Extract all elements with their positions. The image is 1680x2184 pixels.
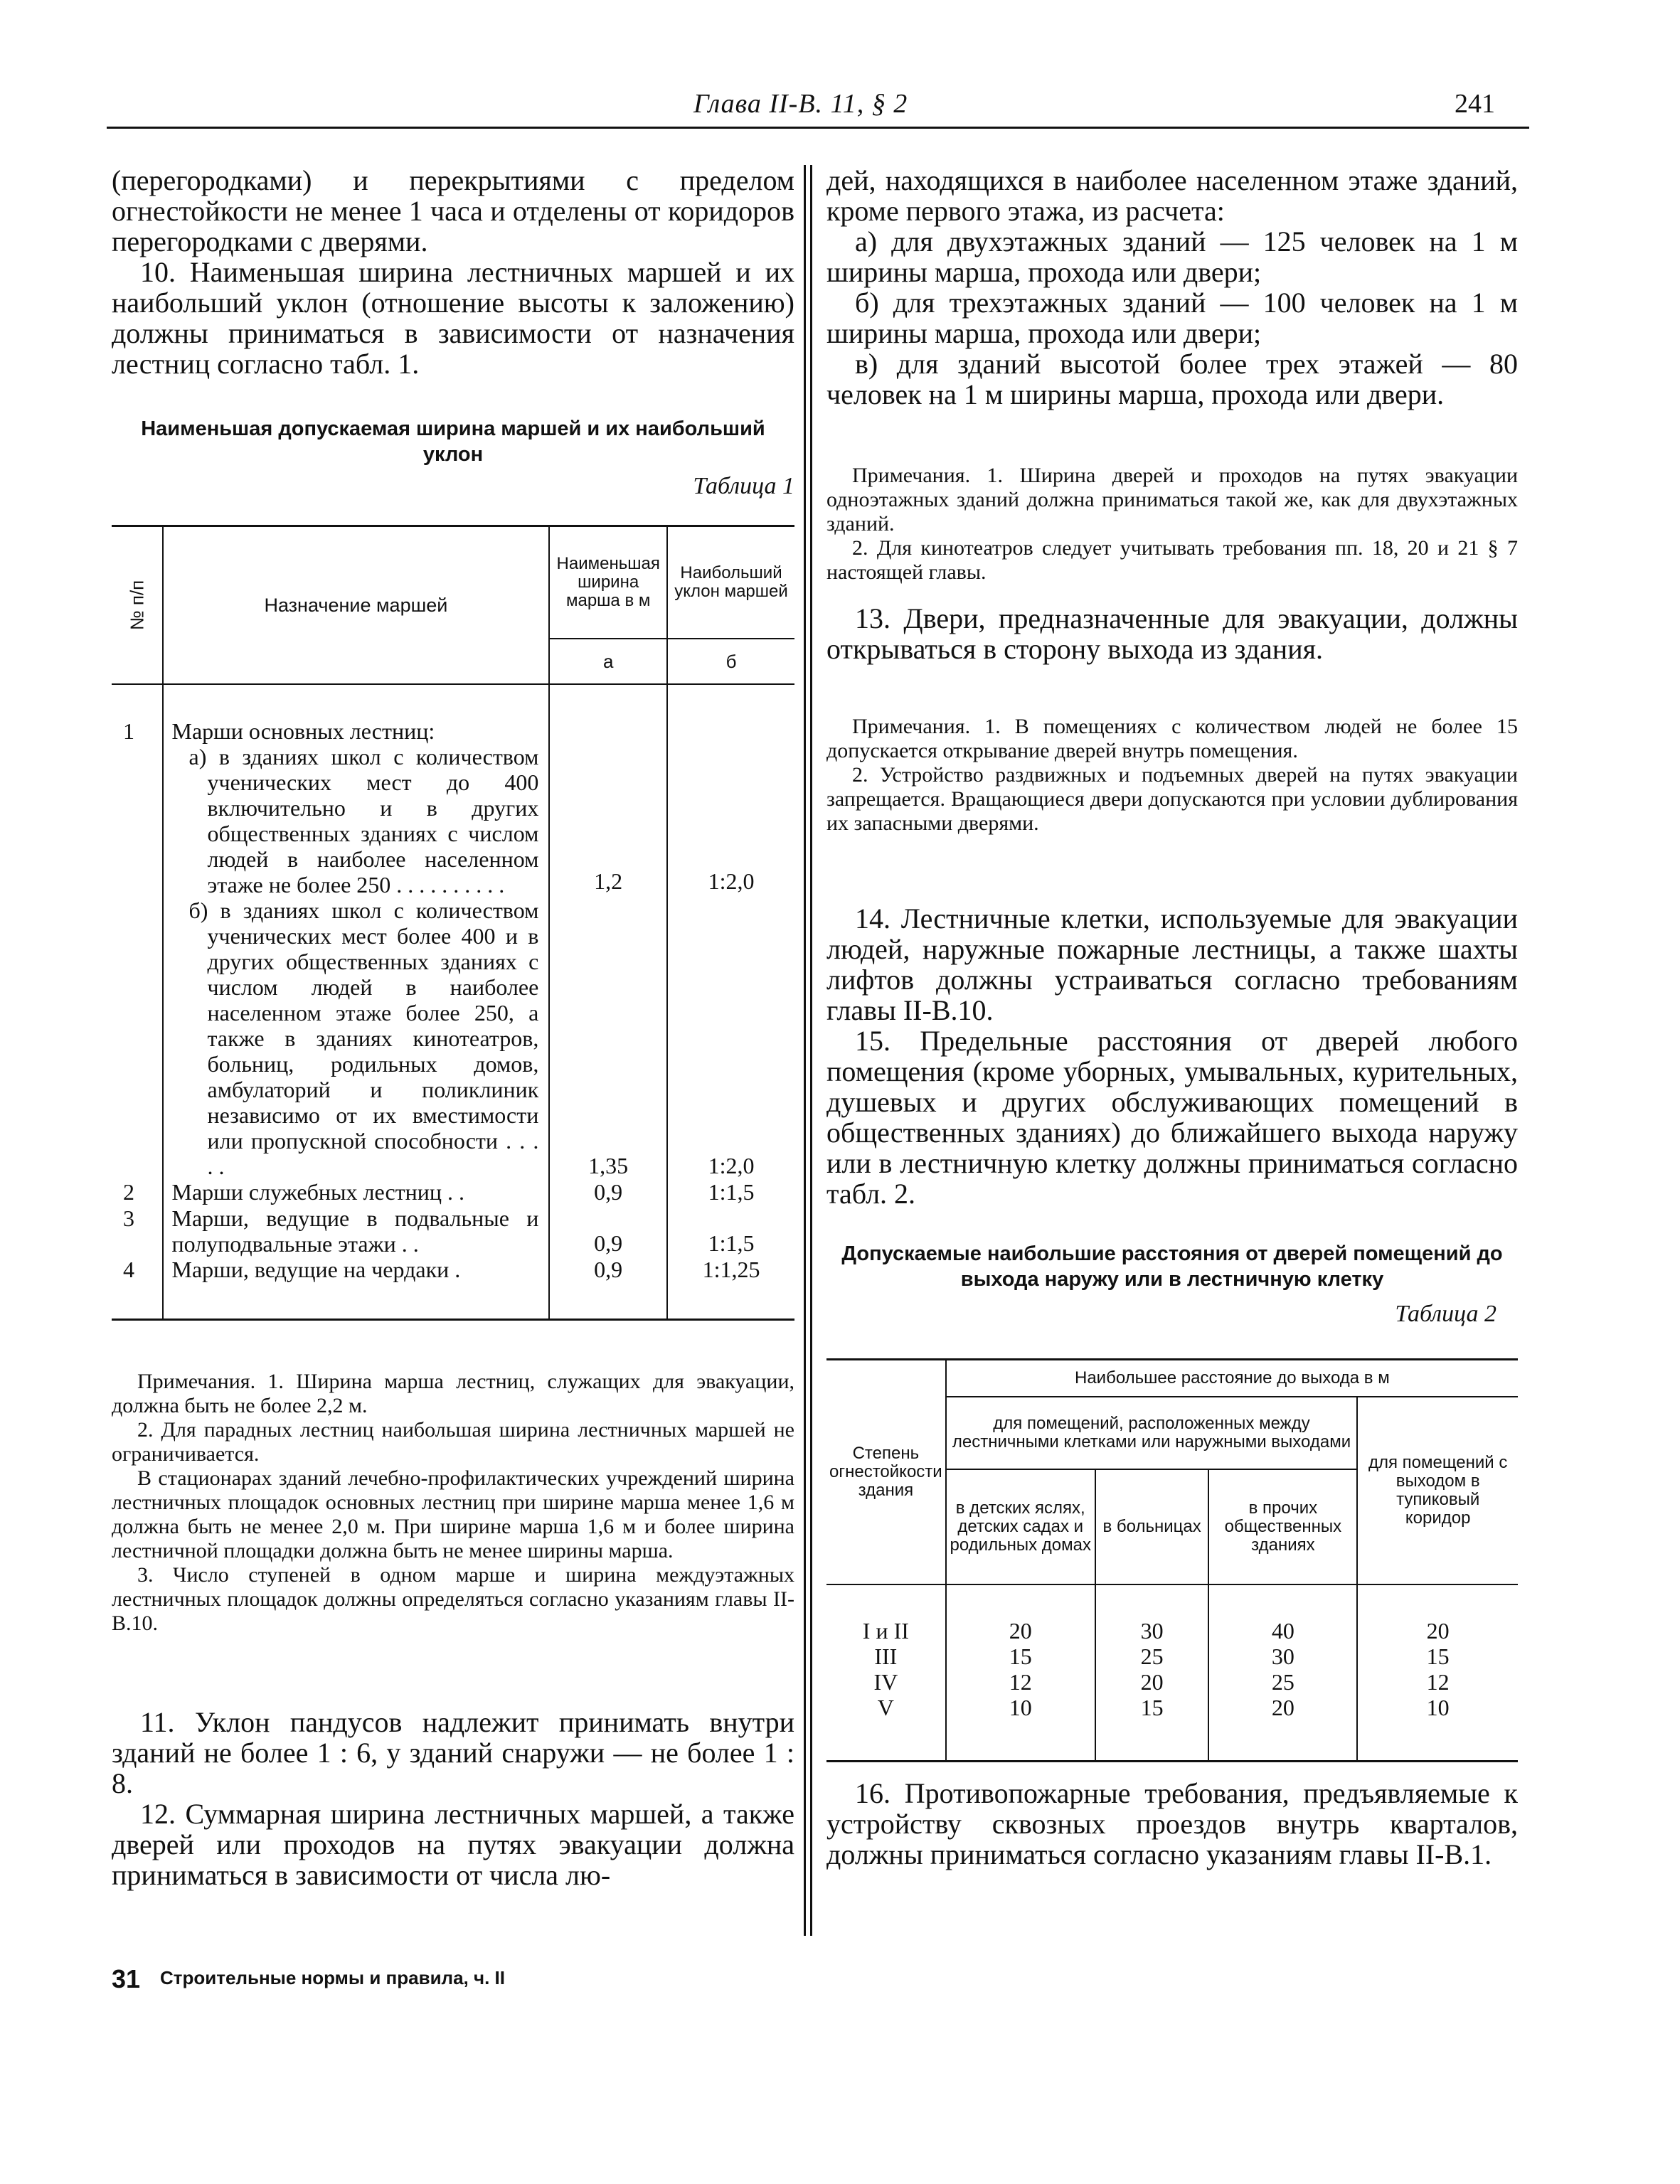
table2-cell: 30	[1095, 1618, 1209, 1644]
table1-notes	[112, 1370, 794, 1636]
table2-cell: 20	[1095, 1669, 1209, 1695]
table2-cell: 12	[1426, 1669, 1450, 1695]
note: В стационарах зданий лечебно-профилактических учреждений ширина лестничных площадок основных лестниц при ширине марша менее 1,6 м должна быть не менее 2,0 м. При ширине марша 1,6 м и более ширина лестничной площадки должна быть не менее ширины марша.	[112, 1466, 794, 1562]
table2-hospitals-header: в больницах	[1095, 1469, 1209, 1584]
page-number: 241	[1455, 89, 1495, 119]
table1-caption-block	[112, 416, 794, 500]
note: 2. Устройство раздвижных и подъемных дверей на путях эвакуации запрещается. Вращающиеся двери допускаются при условии дублирования их запасными дверями.	[826, 763, 1518, 835]
paragraph-15: 15. Предельные расстояния от дверей любого помещения (кроме уборных, умывальных, курительных, душевых и других обслуживающих помещений в общественных зданиях) до ближайшего выхода наружу или в лестничную клетку должны приниматься согласно табл. 2.	[826, 1025, 1518, 1210]
table-row	[826, 1644, 1518, 1669]
table2-cell: 10	[946, 1695, 1095, 1720]
note: 3. Число ступеней в одном марше и ширина междуэтажных лестничных площадок должны определяться согласно указаниям главы II-В.10.	[112, 1563, 794, 1635]
note: Примечания. 1. Ширина дверей и проходов на путях эвакуации одноэтажных зданий должна приниматься такой же, как для двухэтажных зданий.	[826, 464, 1518, 536]
table2-caption-block	[826, 1241, 1518, 1328]
table1-row-width: 0,9	[549, 1179, 667, 1205]
note: Примечания. 1. Ширина марша лестниц, служащих для эвакуации, должна быть не более 2,2 м.	[112, 1370, 794, 1417]
header-rule	[107, 127, 1529, 129]
table2-deadend-header: для помещений с выходом в тупиковый коридор	[1357, 1397, 1518, 1584]
table-row	[112, 1179, 794, 1205]
paragraph-16: 16. Противопожарные требования, предъявляемые к устройству сквозных проездов внутрь кварталов, должны приниматься согласно указаниям главы II-В.1.	[826, 1777, 1518, 1870]
table2-cell: 25	[1208, 1669, 1357, 1695]
table1-row-width: 1,2	[549, 744, 667, 897]
table2-cell: 20	[1426, 1618, 1450, 1644]
table2-degree: I и II	[826, 1618, 946, 1644]
table1-row-text: Марши основных лестниц:	[163, 719, 550, 744]
table2-cell: 15	[1426, 1644, 1450, 1669]
table1-row-slope: 1:2,0	[708, 1153, 755, 1178]
paragraph-13-block	[826, 603, 1518, 664]
table1-row-slope: 1:1,5	[708, 1230, 755, 1256]
notes-13	[826, 715, 1518, 836]
column-divider	[804, 165, 806, 1936]
table2-degree: III	[826, 1644, 946, 1669]
table-2	[826, 1358, 1518, 1762]
table2-nurseries-header: в детских яслях, детских садах и родильных домах	[946, 1469, 1095, 1584]
table-row	[112, 719, 794, 744]
signature-number: 31	[112, 1964, 141, 1993]
table1-row-slope: 1:2,0	[708, 868, 755, 894]
table2-degree: IV	[826, 1669, 946, 1695]
table1-num-header: № п/п	[126, 580, 148, 631]
table-row	[112, 897, 794, 1179]
table1-row-text: б) в зданиях школ с количеством ученических мест более 400 и в других общественных зданиях с числом людей в наиболее населенном этаже более 250, а также в зданиях кинотеатров, больниц, родильных домов, амбулаторий и поликлиник независимо от их вместимости или пропускной способности . . . . .	[163, 897, 550, 1179]
paragraph-a: а) для двухэтажных зданий — 125 человек на 1 м ширины марша, прохода или двери;	[826, 225, 1518, 288]
table2-cell: 20	[946, 1618, 1095, 1644]
table1-row-text: а) в зданиях школ с количеством ученических мест до 400 включительно и в других общественных зданиях с числом людей в наиболее населенном этаже не более 250 . . . . . . . . . .	[163, 744, 550, 897]
table1-col-b: б	[667, 639, 794, 684]
left-column-bottom	[112, 1707, 794, 1890]
paragraph-14: 14. Лестничные клетки, используемые для эвакуации людей, наружные пожарные лестницы, а также шахты лифтов должны устраиваться согласно требованиям главы II-В.10.	[826, 902, 1518, 1026]
table2-label: Таблица 2	[1395, 1301, 1496, 1327]
table2-cell: 15	[946, 1644, 1095, 1669]
paragraph-12: 12. Суммарная ширина лестничных маршей, а также дверей или проходов на путях эвакуации должна приниматься в зависимости от числа лю-	[112, 1798, 794, 1891]
table-row	[112, 744, 794, 897]
table1-row-num: 2	[112, 1179, 163, 1205]
footer-text: Строительные нормы и правила, ч. II	[160, 1967, 505, 1988]
table-row	[826, 1695, 1518, 1720]
paragraph: дей, находящихся в наиболее населенном этаже зданий, кроме первого этажа, из расчета:	[826, 164, 1518, 227]
paragraph-b: б) для трехэтажных зданий — 100 человек на 1 м ширины марша, прохода или двери;	[826, 287, 1518, 349]
paragraph-c: в) для зданий высотой более трех этажей — 80 человек на 1 м ширины марша, прохода или двери.	[826, 348, 1518, 410]
table2-cell: 30	[1208, 1644, 1357, 1669]
table1-row-text: Марши служебных лестниц . .	[163, 1179, 550, 1205]
table1-col-a: а	[549, 639, 667, 684]
note: 2. Для кинотеатров следует учитывать требования пп. 18, 20 и 21 § 7 настоящей главы.	[826, 536, 1518, 584]
table1-row-slope: 1:1,25	[702, 1257, 760, 1282]
paragraph-13: 13. Двери, предназначенные для эвакуации, должны открываться в сторону выхода из здания.	[826, 602, 1518, 665]
note: Примечания. 1. В помещениях с количеством людей не более 15 допускается открывание дверей внутрь помещения.	[826, 715, 1518, 762]
column-divider-2	[810, 165, 812, 1936]
table2-caption: Допускаемые наибольшие расстояния от дверей помещений до выхода наружу или в лестничную клетку	[841, 1242, 1503, 1291]
table1-slope-header: Наибольший уклон маршей	[667, 526, 794, 639]
paragraph-16-block	[826, 1778, 1518, 1870]
table2-between-header: для помещений, расположенных между лестничными клетками или наружными выходами	[946, 1397, 1358, 1469]
table1-row-num: 4	[112, 1257, 163, 1283]
table1-row-width: 1,35	[549, 897, 667, 1179]
table2-cell: 40	[1208, 1618, 1357, 1644]
table1-caption: Наименьшая допускаемая ширина маршей и их наибольший уклон	[141, 417, 765, 466]
paragraph: (перегородками) и перекрытиями с пределом огнестойкости не менее 1 часа и отделены от коридоров перегородками с дверями.	[112, 164, 794, 257]
table1-purpose-header: Назначение маршей	[163, 526, 550, 685]
table2-cell: 10	[1426, 1695, 1450, 1720]
note: 2. Для парадных лестниц наибольшая ширина лестничных маршей не ограничивается.	[112, 1418, 794, 1466]
table-row	[112, 1257, 794, 1283]
paragraphs-14-15	[826, 903, 1518, 1209]
paragraph-11: 11. Уклон пандусов надлежит принимать внутри зданий не более 1 : 6, у зданий снаружи — не более 1 : 8.	[112, 1706, 794, 1799]
table2-degree: V	[826, 1695, 946, 1720]
right-column-top	[826, 165, 1518, 410]
table-row	[826, 1618, 1518, 1644]
table2-degree-header: Степень огнестойкости здания	[826, 1360, 946, 1585]
left-column-top	[112, 165, 794, 379]
table1-row-num: 3	[112, 1205, 163, 1257]
notes-12	[826, 464, 1518, 585]
table1-row-text: Марши, ведущие на чердаки .	[163, 1257, 550, 1283]
table-1	[112, 525, 794, 1321]
table1-label: Таблица 1	[693, 473, 794, 499]
table1-row-num: 1	[112, 719, 163, 744]
table1-row-width: 0,9	[549, 1205, 667, 1257]
table2-cell: 20	[1208, 1695, 1357, 1720]
running-header: Глава II-В. 11, § 2	[693, 89, 908, 119]
paragraph-10: 10. Наименьшая ширина лестничных маршей и их наибольший уклон (отношение высоты к заложению) должны приниматься в зависимости от назначения лестниц согласно табл. 1.	[112, 256, 794, 380]
table2-cell: 15	[1095, 1695, 1209, 1720]
table2-other-header: в прочих общественных зданиях	[1208, 1469, 1357, 1584]
table1-row-slope: 1:1,5	[708, 1179, 755, 1205]
table1-width-header: Наименьшая ширина марша в м	[549, 526, 667, 639]
table-row	[826, 1669, 1518, 1695]
table1-row-width: 0,9	[549, 1257, 667, 1283]
table-row	[112, 1205, 794, 1257]
table2-max-header: Наибольшее расстояние до выхода в м	[946, 1360, 1518, 1397]
table1-row-text: Марши, ведущие в подвальные и полуподвальные этажи . .	[163, 1205, 550, 1257]
table2-cell: 25	[1095, 1644, 1209, 1669]
table2-cell: 12	[946, 1669, 1095, 1695]
